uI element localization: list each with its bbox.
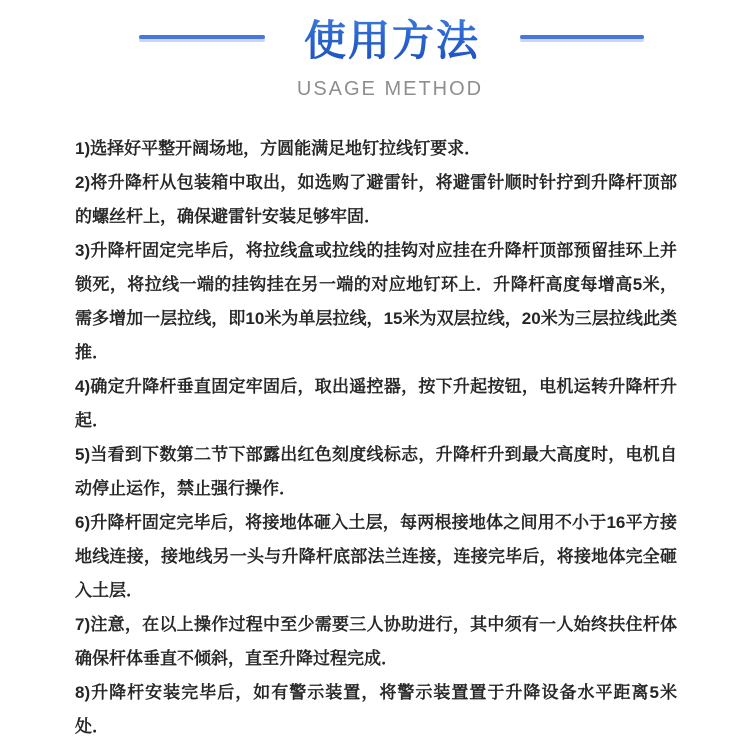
title-rule-left [139, 35, 265, 39]
section-header [0, 0, 750, 120]
instruction-step-7: 7)注意，在以上操作过程中至少需要三人协助进行，其中须有一人始终扶住杆体确保杆体垂直不倾斜，直至升降过程完成． [75, 615, 677, 668]
instruction-step-8: 8)升降杆安装完毕后，如有警示装置，将警示装置置于升降设备水平距离5米处． [75, 683, 677, 736]
instruction-step-2: 2)将升降杆从包装箱中取出，如选购了避雷针，将避雷针顺时针拧到升降杆顶部的螺丝杆上，确保避雷针安装足够牢固． [75, 173, 677, 226]
title-rule-right [520, 35, 644, 39]
instruction-step-3: 3)升降杆固定完毕后，将拉线盒或拉线的挂钩对应挂在升降杆顶部预留挂环上并锁死，将拉线一端的挂钩挂在另一端的对应地钉环上．升降杆高度每增高5米，需多增加一层拉线，即10米为单层拉线，15米为双层拉线，20米为三层拉线此类推． [75, 241, 677, 362]
instruction-step-6: 6)升降杆固定完毕后，将接地体砸入土层，每两根接地体之间用不小于16平方接地线连接，接地线另一头与升降杆底部法兰连接，连接完毕后，将接地体完全砸入土层． [75, 513, 677, 600]
instructions-list [75, 132, 677, 744]
instruction-step-4: 4)确定升降杆垂直固定牢固后，取出遥控器，按下升起按钮，电机运转升降杆升起． [75, 377, 677, 430]
section-title: 使用方法 [304, 8, 480, 68]
instruction-step-1: 1)选择好平整开阔场地，方圆能满足地钉拉线钉要求． [75, 139, 482, 158]
instruction-step-5: 5)当看到下数第二节下部露出红色刻度线标志，升降杆升到最大高度时，电机自动停止运作，禁止强行操作． [75, 445, 677, 498]
section-subtitle: USAGE METHOD [296, 78, 484, 100]
